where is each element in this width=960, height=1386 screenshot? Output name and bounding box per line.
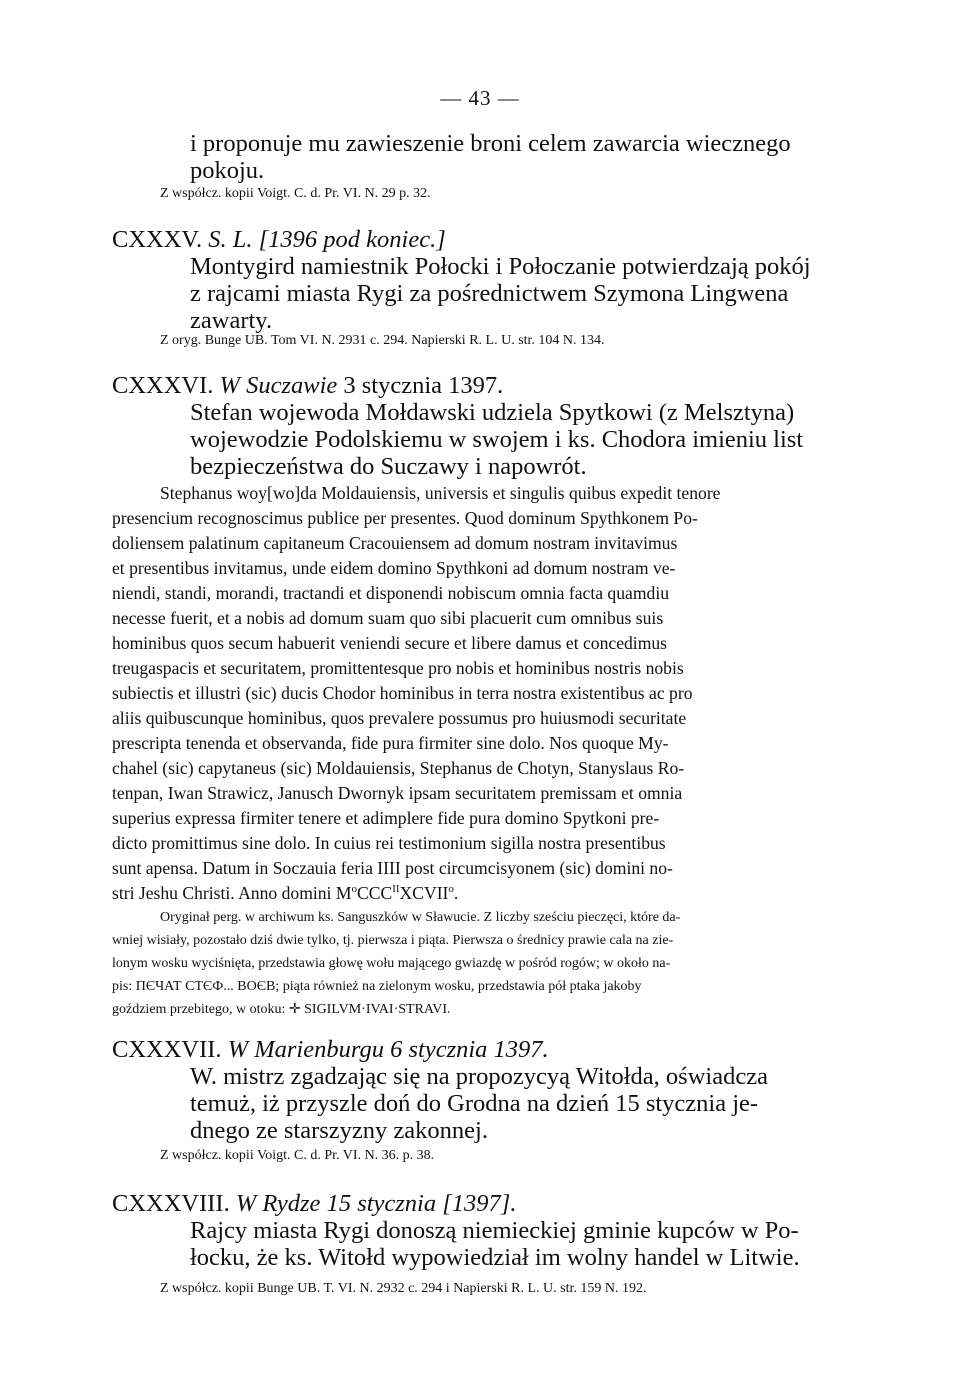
latin-line: necesse fuerit, et a nobis ad domum suam quo sibi placuerit cum omnibus suis <box>112 608 664 628</box>
latin-line-last: stri Jeshu Christi. Anno domini $M^oCCC^{II}XCVII^o$. <box>112 883 459 903</box>
entry-summary: łocku, że ks. Witołd wypowiedział im wolny handel w Litwie. <box>190 1244 800 1271</box>
latin-line: treugaspacis et securitatem, promittentesque pro nobis et hominibus nostris nobis <box>112 658 684 678</box>
intro-line: i proponuje mu zawieszenie broni celem zawarcia wiecznego <box>190 130 791 157</box>
entry-summary: temuż, iż przyszle doń do Grodna na dzień 15 stycznia je- <box>190 1090 759 1117</box>
entry-date: [1396 pod koniec.] <box>258 226 446 253</box>
latin-line: Stephanus woy[wo]da Moldauiensis, universis et singulis quibus expedit tenore <box>160 483 721 503</box>
entry-summary: Rajcy miasta Rygi donoszą niemieckiej gminie kupców w Po- <box>190 1217 799 1244</box>
latin-line: sunt apensa. Datum in Soczauia feria IIII post circumcisyonem (sic) domini no- <box>112 858 673 878</box>
entry-summary: z rajcami miasta Rygi za pośrednictwem Szymona Lingwena <box>190 280 789 307</box>
entry-number: CXXXVII. <box>112 1036 222 1063</box>
entry-place: W Rydze <box>235 1190 321 1217</box>
entry-138-source: Z współcz. kopii Bunge UB. T. VI. N. 2932 c. 294 i Napierski R. L. U. str. 159 N. 192. <box>160 1281 647 1296</box>
latin-line: niendi, standi, morandi, tractandi et disponendi nobiscum omnia facta quamdiu <box>112 583 670 603</box>
entry-summary: Montygird namiestnik Połocki i Połoczanie potwierdzają pokój <box>190 253 811 280</box>
entry-date: 6 stycznia 1397. <box>390 1036 549 1063</box>
latin-line: hominibus quos secum habuerit veniendi secure et libere damus et concedimus <box>112 633 668 653</box>
note-line: lonym wosku wyciśnięta, przedstawia głowę wołu mającego gwiazdę w pośród rogów; w około na- <box>112 956 671 971</box>
entry-summary: dnego ze starszyzny zakonnej. <box>190 1117 488 1144</box>
entry-number: CXXXVI. <box>112 372 214 399</box>
entry-summary: zawarty. <box>190 307 273 334</box>
entry-number: CXXXVIII. <box>112 1190 230 1217</box>
latin-line: presencium recognoscimus publice per presentes. Quod dominum Spythkonem Po- <box>112 508 698 528</box>
note-line: pis: ПЄЧАТ СТЄФ... ВОЄВ; piąta również na zielonym wosku, przedstawia pół ptaka jakoby <box>112 979 642 994</box>
entry-summary: W. mistrz zgadzając się na propozycyą Witołda, oświadcza <box>190 1063 768 1090</box>
entry-summary: Stefan wojewoda Mołdawski udziela Spytkowi (z Melsztyna) <box>190 399 795 426</box>
entry-summary: bezpieczeństwa do Suczawy i napowrót. <box>190 453 587 480</box>
latin-line: superius expressa firmiter tenere et adimplere fide pura domino Spytkoni pre- <box>112 808 660 828</box>
entry-date: 3 stycznia 1397. <box>343 372 504 399</box>
note-line: Oryginał perg. w archiwum ks. Sanguszków w Sławucie. Z liczby sześciu pieczęci, które da- <box>160 910 681 925</box>
latin-line: et presentibus invitamus, unde eidem domino Spythkoni ad domum nostram ve- <box>112 558 676 578</box>
entry-place: W Marienburgu <box>227 1036 384 1063</box>
page-number: — 43 — <box>440 86 520 110</box>
latin-text <box>112 481 850 906</box>
superscript: o <box>351 883 357 896</box>
intro-summary <box>112 130 850 184</box>
entry-place: W Suczawie <box>219 372 338 399</box>
entry-place: S. L. <box>208 226 253 253</box>
note-line: wniej wisiały, pozostało dziś dwie tylko, tj. pierwsza i piąta. Pierwsza o średnicy prawie cala na zie- <box>112 933 674 948</box>
superscript: II <box>392 883 400 896</box>
latin-line: dicto promittimus sine dolo. In cuius rei testimonium sigilla nostra presentibus <box>112 833 666 853</box>
note-line: goździem przebitego, w otoku: ✛ SIGILVM·IVAI·STRAVI. <box>112 1002 451 1017</box>
entry-136 <box>112 372 850 480</box>
entry-date: 15 stycznia [1397]. <box>326 1190 517 1217</box>
latin-line: tenpan, Iwan Strawicz, Janusch Dwornyk ipsam securitatem premissam et omnia <box>112 783 683 803</box>
intro-source: Z współcz. kopii Voigt. C. d. Pr. VI. N. 29 p. 32. <box>160 186 431 201</box>
latin-line: chahel (sic) capytaneus (sic) Moldauiensis, Stephanus de Chotyn, Stanyslaus Ro- <box>112 758 685 778</box>
superscript: o <box>448 883 454 896</box>
entry-137 <box>112 1036 850 1144</box>
entry-137-source: Z współcz. kopii Voigt. C. d. Pr. VI. N. 36. p. 38. <box>160 1148 435 1163</box>
latin-line: prescripta tenenda et observanda, fide pura firmiter sine dolo. Nos quoque My- <box>112 733 669 753</box>
entry-135 <box>112 226 850 334</box>
entry-135-source: Z oryg. Bunge UB. Tom VI. N. 2931 c. 294. Napierski R. L. U. str. 104 N. 134. <box>160 333 605 348</box>
intro-line: pokoju. <box>190 157 265 184</box>
archival-note <box>112 906 850 1021</box>
latin-line: subiectis et illustri (sic) ducis Chodor hominibus in terra nostra existentibus ac pro <box>112 683 693 703</box>
latin-line: aliis quibuscunque hominibus, quos prevalere possumus pro huiusmodi securitate <box>112 708 687 728</box>
entry-number: CXXXV. <box>112 226 203 253</box>
latin-line: doliensem palatinum capitaneum Cracouiensem ad domum nostram invitavimus <box>112 533 678 553</box>
entry-summary: wojewodzie Podolskiemu w swojem i ks. Chodora imieniu list <box>190 426 804 453</box>
entry-138 <box>112 1190 850 1271</box>
